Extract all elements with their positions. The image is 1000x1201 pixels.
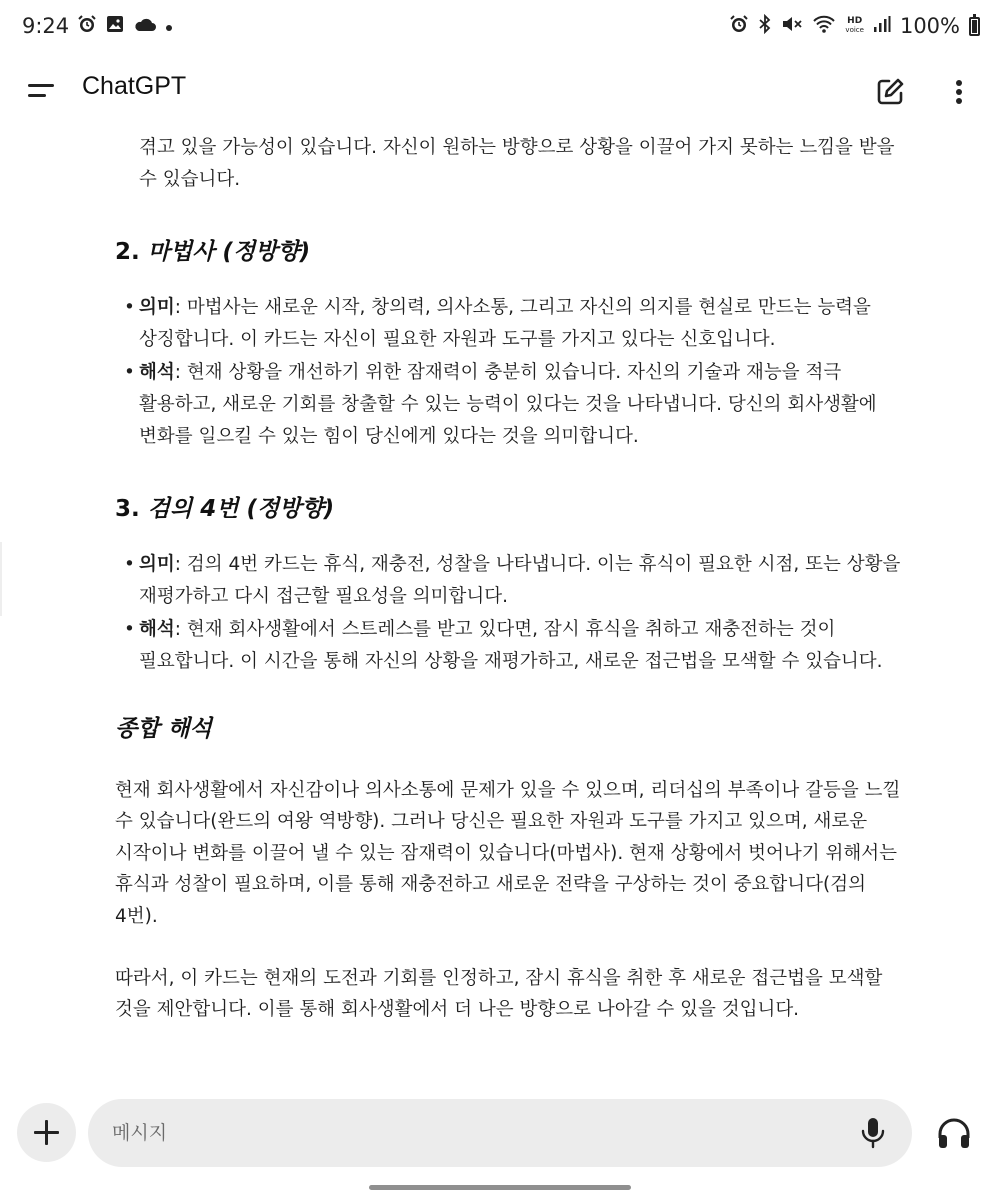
mute-icon	[781, 14, 803, 38]
bullet-text: 상징합니다. 이 카드는 자신이 필요한 자원과 도구를 가지고 있다는 신호입니다.	[139, 328, 776, 350]
message-input[interactable]	[88, 1099, 912, 1167]
plus-icon[interactable]	[17, 1103, 76, 1162]
response-scroll	[0, 122, 1000, 1026]
bullet-text: : 마법사는 새로운 시작, 창의력, 의사소통, 그리고 자신의 의지를 현실로 만드는 능력을	[174, 297, 871, 319]
voice-label: voice	[845, 26, 864, 34]
bullet-label: 의미	[139, 554, 175, 576]
chat-content[interactable]	[0, 122, 1000, 1082]
battery-percent: 100%	[899, 14, 960, 38]
hd-label: HD	[847, 16, 863, 26]
alarm-icon	[77, 14, 97, 38]
bullet-text: : 현재 회사생활에서 스트레스를 받고 있다면, 잠시 휴식을 취하고 재충전하는 것이	[174, 619, 836, 641]
partial-line-2: 수 있습니다.	[139, 168, 241, 190]
bullet-text: 변화를 일으킬 수 있는 힘이 당신에게 있다는 것을 의미합니다.	[139, 425, 639, 447]
partial-line-1: 겪고 있을 가능성이 있습니다. 자신이 원하는 방향으로 상황을 이끌어 가지 못하는 느낌을 받을	[139, 137, 895, 158]
list-item: • 의미: 마법사는 새로운 시작, 창의력, 의사소통, 그리고 자신의 의지를 현실로 만드는 능력을 상징합니다. 이 카드는 자신이 필요한 자원과 도구를 가지고 있다는 신호입니다.	[124, 297, 871, 350]
list-item: • 의미: 검의 4번 카드는 휴식, 재충전, 성찰을 나타냅니다. 이는 휴식이 필요한 시점, 또는 상황을 재평가하고 다시 접근할 필요성을 의미합니다.	[124, 554, 901, 607]
section-2-title: 마법사 (정방향)	[147, 239, 311, 266]
menu-icon[interactable]	[26, 78, 58, 104]
composer-bar	[0, 1082, 1000, 1201]
summary-paragraph-1	[0, 775, 1000, 933]
battery-icon	[969, 17, 980, 36]
bullet-text: : 현재 상황을 개선하기 위한 잠재력이 충분히 있습니다. 자신의 기술과 재능을 적극	[174, 362, 842, 384]
partial-bullet	[0, 122, 1000, 130]
summary-line: 것을 제안합니다. 이를 통해 회사생활에서 더 나은 방향으로 나아갈 수 있을 것입니다.	[115, 999, 800, 1021]
more-options-icon[interactable]	[944, 74, 974, 110]
app-title: ChatGPT	[82, 72, 187, 100]
home-indicator[interactable]	[369, 1185, 631, 1190]
notification-dot-icon	[165, 17, 173, 36]
section-3-heading	[0, 490, 1000, 523]
wifi-icon	[812, 14, 836, 38]
list-item: • 해석: 현재 회사생활에서 스트레스를 받고 있다면, 잠시 휴식을 취하고 재충전하는 것이 필요합니다. 이 시간을 통해 자신의 상황을 재평가하고, 새로운 접근법을 모색할 수 있습니다.	[124, 619, 883, 672]
bluetooth-icon	[758, 14, 772, 38]
bullet-label: 의미	[139, 297, 175, 319]
summary-line: 시작이나 변화를 이끌어 낼 수 있는 잠재력이 있습니다(마법사). 현재 상황에서 벗어나기 위해서는	[115, 842, 897, 864]
section-3-title: 검의 4번 (정방향)	[147, 496, 335, 523]
cloud-icon	[133, 15, 157, 37]
bullet-label: 해석	[139, 362, 175, 384]
summary-heading: 종합 해석	[115, 715, 212, 742]
summary-line: 4번).	[115, 905, 158, 927]
headphones-icon[interactable]	[936, 1116, 972, 1150]
bullet-text: : 검의 4번 카드는 휴식, 재충전, 성찰을 나타냅니다. 이는 휴식이 필요한 시점, 또는 상황을	[174, 554, 901, 576]
summary-line: 현재 회사생활에서 자신감이나 의사소통에 문제가 있을 수 있으며, 리더십의 부족이나 갈등을 느낄	[115, 779, 901, 801]
alarm-icon	[729, 14, 749, 38]
bullet-label: 해석	[139, 619, 175, 641]
microphone-icon[interactable]	[858, 1116, 888, 1150]
signal-icon	[873, 15, 891, 37]
gallery-icon	[105, 14, 125, 38]
section-2-heading	[0, 233, 1000, 266]
section-2-number: 2.	[115, 239, 140, 266]
status-left	[22, 14, 173, 38]
status-time: 9:24	[22, 14, 70, 38]
section-3-number: 3.	[115, 496, 140, 523]
bullet-text: 필요합니다. 이 시간을 통해 자신의 상황을 재평가하고, 새로운 접근법을 모색할 수 있습니다.	[139, 650, 883, 672]
summary-line: 수 있습니다(완드의 여왕 역방향). 그러나 당신은 필요한 자원과 도구를 가지고 있으며, 새로운	[115, 811, 868, 833]
status-right	[729, 14, 980, 38]
bullet-text: 재평가하고 다시 접근할 필요성을 의미합니다.	[139, 585, 508, 607]
status-bar	[0, 0, 1000, 58]
app-header	[0, 58, 1000, 122]
bullet-text: 활용하고, 새로운 기회를 창출할 수 있는 능력이 있다는 것을 나타냅니다. 당신의 회사생활에	[139, 393, 877, 415]
partial-top-line	[139, 122, 895, 130]
edge-handle[interactable]	[0, 542, 2, 616]
summary-line: 휴식과 성찰이 필요하며, 이를 통해 재충전하고 새로운 전략을 구상하는 것이 중요합니다(검의	[115, 874, 867, 896]
list-item: • 해석: 현재 상황을 개선하기 위한 잠재력이 충분히 있습니다. 자신의 기술과 재능을 적극 활용하고, 새로운 기회를 창출할 수 있는 능력이 있다는 것을 나타냅니다. 당신의 회사생활에 변화를 일으킬 수 있는 힘이 당신에게 있다는 것을 의미합니다.	[124, 362, 877, 447]
hd-voice-icon	[845, 17, 864, 35]
summary-line: 따라서, 이 카드는 현재의 도전과 기회를 인정하고, 잠시 휴식을 취한 후 새로운 접근법을 모색할	[115, 967, 883, 989]
summary-paragraph-2	[0, 963, 1000, 1026]
new-chat-icon[interactable]	[872, 74, 908, 110]
